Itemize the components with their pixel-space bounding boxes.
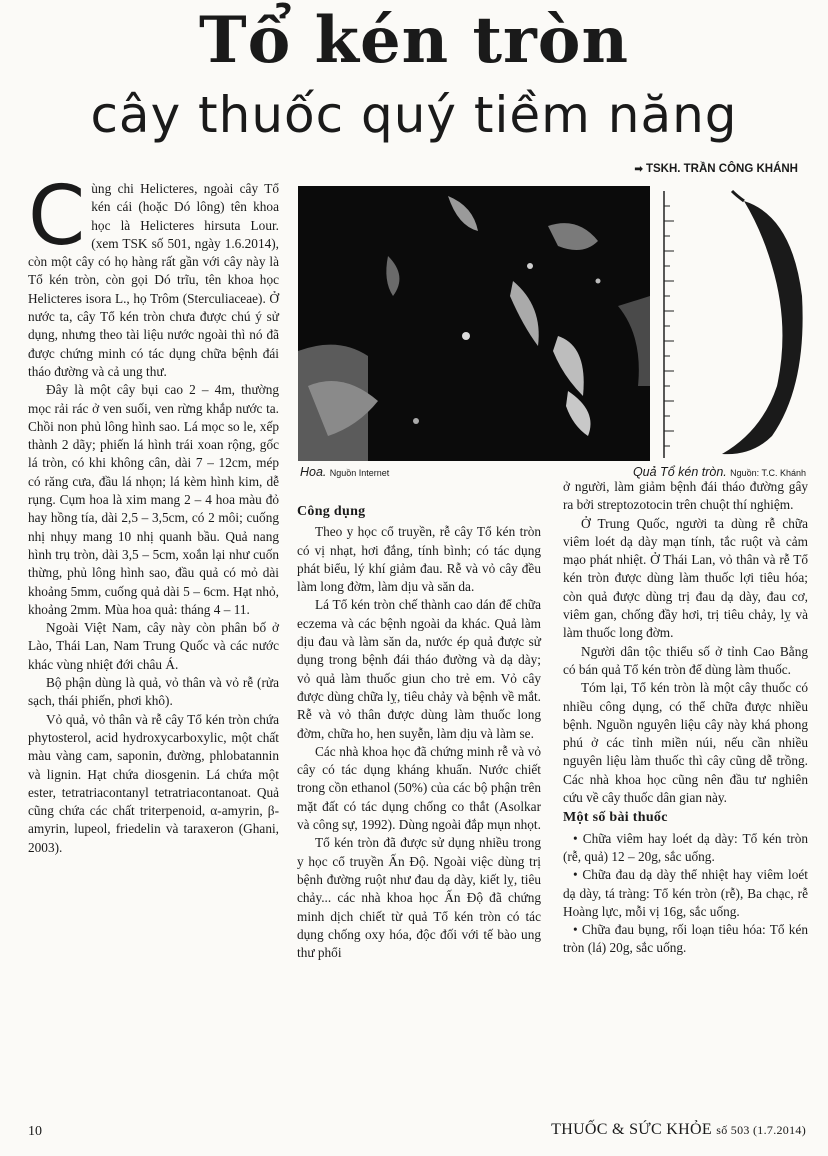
paragraph: Ở Trung Quốc, người ta dùng rễ chữa viêm loét dạ dày mạn tính, tắc ruột và cảm mạo phát nhiệt. Ở Thái Lan, vỏ thân và rễ Tổ kén tròn được dùng làm thuốc lợi tiêu hóa; còn quả được dùng trị đau dạ dày, đau cơ, viêm gan, chống đầy hơi, trị tiêu chảy, lỵ và làm thuốc long đờm. bbox=[563, 515, 808, 641]
caption-source: Nguồn: T.C. Khánh bbox=[730, 468, 806, 478]
author-byline bbox=[635, 163, 798, 175]
article-column-2 bbox=[297, 503, 541, 962]
paragraph: Vỏ quả, vỏ thân và rễ cây Tổ kén tròn chứa phytosterol, acid hydroxycarboxylic, một chất màu vàng cam, saponin, đường, phlobatannin và lignin. Hạt chứa diosgenin. Lá chứa một ester, tetratriacontanyl tetratriacontanoat. Quả cũng chứa các chất triterpenoid, α-amyrin, β-amyrin, lupeol, friedelin và taraxeron (Ghani, 2003). bbox=[28, 711, 279, 855]
author-name: TSKH. TRẦN CÔNG KHÁNH bbox=[645, 163, 798, 175]
remedy-item: • Chữa đau bụng, rối loạn tiêu hóa: Tổ kén tròn (lá) 20g, sắc uống. bbox=[563, 922, 808, 956]
paragraph: Các nhà khoa học đã chứng minh rễ và vỏ cây có tác dụng kháng khuẩn. Nước chiết trong cồn ethanol (50%) của các bộ phận trên mặt đất có tác dụng chống co thắt (Asolkar và công sự, 1992). Dùng ngoài đắp mụn nhọt. bbox=[297, 743, 541, 833]
paragraph: Theo y học cổ truyền, rễ cây Tổ kén tròn có vị nhạt, hơi đắng, tính bình; có tác dụng phát biểu, lý khí giảm đau. Rễ và vỏ cây đều làm long đờm, làm dịu và săn da. bbox=[297, 524, 541, 595]
remedy-item: • Chữa đau dạ dày thể nhiệt hay viêm loét dạ dày, tá tràng: Tổ kén tròn (rễ), Ba chạc, rễ Hoàng lực, mỗi vị 16g, sắc uống. bbox=[563, 867, 808, 919]
article-column-1 bbox=[28, 169, 279, 857]
remedy-item: • Chữa viêm hay loét dạ dày: Tổ kén tròn (rễ, quả) 12 – 20g, sắc uống. bbox=[563, 830, 808, 864]
caption-source: Nguồn Internet bbox=[329, 468, 390, 478]
paragraph: Đây là một cây bụi cao 2 – 4m, thường mọc rải rác ở ven suối, ven rừng khắp nước ta. Chồi non phủ lông hình sao. Lá mọc so le, xếp thành 2 dãy; phiến lá hình trái xoan rộng, gốc lá tròn, có khi không cân, dài 7 – 12cm, mép có răng cưa, đầu lá nhọn; lá kèm hình kim, dễ rụng. Cụm hoa là xim mang 2 – 4 hoa màu đỏ hay hồng tía, dài 2,5 – 3,5cm, có 2 môi; cuống nhị nhụy mang 10 nhị quanh bầu. Quả nang hình trụ tròn, dài 3,5 – 5cm, xoắn lại như cuốn thừng, phủ lông hình sao, đầu quả có mỏ dài khoảng 5mm, cuống quả dài 5 – 6cm. Hạt nhỏ, khoảng 2mm. Mùa hoa quả: tháng 4 – 11. bbox=[28, 382, 279, 617]
article-title: Tổ kén tròn bbox=[199, 3, 629, 78]
flower-caption bbox=[300, 465, 389, 479]
article-column-3 bbox=[563, 478, 808, 958]
arrow-icon: ➡ bbox=[634, 164, 643, 175]
drop-cap: C bbox=[28, 169, 86, 264]
caption-label: Quả Tổ kén tròn. bbox=[632, 465, 727, 479]
paragraph: Ngoài Việt Nam, cây này còn phân bố ở Lào, Thái Lan, Nam Trung Quốc và các nước khác vùng nhiệt đới châu Á. bbox=[28, 620, 279, 672]
magazine-footer bbox=[551, 1121, 806, 1139]
paragraph bbox=[28, 169, 279, 381]
paragraph-text: ùng chi Helicteres, ngoài cây Tổ kén cái (hoặc Dó lông) tên khoa học là Helicteres hirsuta Lour. (xem TSK số 501, ngày 1.6.2014), còn một cây có họ hàng rất gần với cây này là Tổ kén tròn, còn gọi Dó trĩu, tên khoa học Helicteres isora L., họ Trôm (Sterculiaceae). Ở nước ta, cây Tổ kén tròn chưa được chú ý sử dụng, nhưng theo tài liệu nước ngoài thì nó đã được chứng minh có tác dụng chữa bệnh đái tháo đường và cả ung thư. bbox=[28, 181, 279, 379]
paragraph: Người dân tộc thiểu số ở tỉnh Cao Bằng có bán quả Tổ kén tròn để dùng làm thuốc. bbox=[563, 643, 808, 677]
section-heading: Một số bài thuốc bbox=[563, 810, 668, 826]
flower-photo bbox=[298, 186, 650, 461]
paragraph: Bộ phận dùng là quả, vỏ thân và vỏ rễ (rửa sạch, thái phiến, phơi khô). bbox=[28, 675, 279, 709]
paragraph: Tóm lại, Tổ kén tròn là một cây thuốc có nhiều công dụng, có thể chữa được nhiều bệnh. Nguồn nguyên liệu cây này khá phong phú ở các tỉnh miền núi, nếu cần nhiều nguyên liệu làm thuốc thì cây cũng dễ trồng. Các nhà khoa học cũng nên đầu tư nghiên cứu về cây thuốc dân gian này. bbox=[563, 680, 808, 806]
issue-info: số 503 (1.7.2014) bbox=[716, 1123, 806, 1137]
paragraph: Tổ kén tròn đã được sử dụng nhiều trong y học cổ truyền Ấn Độ. Ngoài việc dùng trị bệnh đường ruột như đau dạ dày, kiết lỵ, tiêu chảy... các nhà khoa học Ấn Độ đã chứng minh dịch chiết từ quả Tổ kén tròn có tác dụng chống oxy hóa, độc đối với tế bào ung thư phổi bbox=[297, 835, 541, 961]
section-heading: Công dụng bbox=[297, 504, 366, 519]
article-subtitle: cây thuốc quý tiềm năng bbox=[90, 86, 738, 144]
paragraph: ở người, làm giảm bệnh đái tháo đường gây ra bởi streptozotocin trên chuột thí nghiệm. bbox=[563, 479, 808, 513]
fruit-caption bbox=[633, 465, 806, 479]
paragraph: Lá Tổ kén tròn chế thành cao dán để chữa eczema và các bệnh ngoài da khác. Quả làm dịu đau và làm săn da, nước ép quả được sử dụng trong bệnh đái tháo đường và dạ dày; vỏ quả làm thuốc giun cho trẻ em. Vỏ cây được dùng chữa lỵ, tiêu chảy và bệnh về mắt. Rễ và vỏ thân được dùng làm thuốc long đờm, chữa ho, hen suyễn, làm dịu và làm se. bbox=[297, 597, 541, 741]
caption-label: Hoa. bbox=[300, 465, 327, 479]
magazine-name: THUỐC & SỨC KHỎE bbox=[551, 1121, 712, 1138]
fruit-photo bbox=[652, 186, 814, 461]
page-number: 10 bbox=[28, 1124, 42, 1139]
